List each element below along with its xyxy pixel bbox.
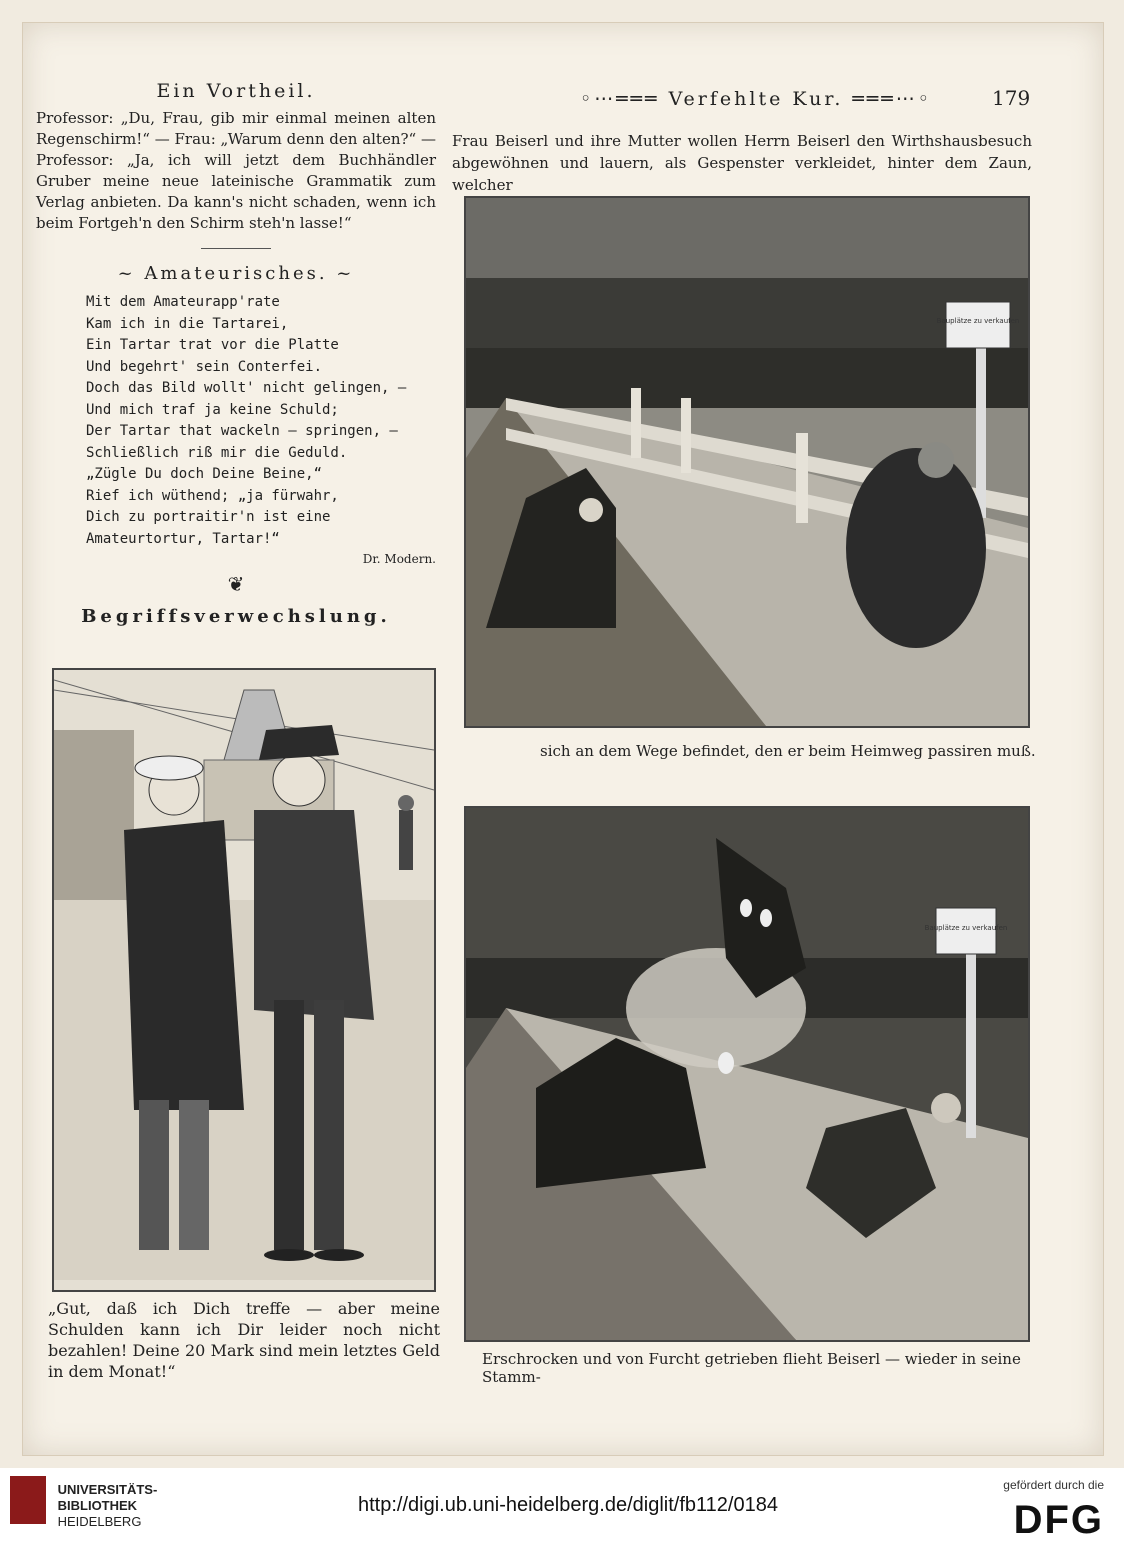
poem-line: Rief ich wüthend; „ja fürwahr, <box>86 487 339 504</box>
title-verfehlte-kur <box>580 88 932 110</box>
flourish-left-icon: ◦⋯═══ <box>580 88 669 110</box>
poem-line: Kam ich in die Tartarei, <box>86 315 289 332</box>
poem-line: Dich zu portraitir'n ist eine <box>86 509 331 525</box>
illustration-ghosts <box>464 806 1030 1342</box>
illustration-two-men <box>52 668 436 1292</box>
poem-line: Ein Tartar trat vor die Platte <box>86 337 339 353</box>
poem-line: Und mich traf ja keine Schuld; <box>86 401 339 418</box>
flourish-right-icon: ═══⋯◦ <box>843 88 933 110</box>
joke-paragraph: Professor: „Du, Frau, gib mir einmal meinen alten Regenschirm!“ — Frau: „Warum denn den alten?“ — Professor: „Ja, ich will jetzt dem Buchhändler Gruber meine neue lateinische Grammatik zum Verlag anbieten. Da kann's nicht schaden, wenn ich beim Fortgeh'n den Schirm steh'n lasse!“ <box>36 109 436 232</box>
institution-line-1: UNIVERSITÄTS- <box>57 1482 158 1497</box>
title-text: Verfehlte Kur. <box>668 88 844 110</box>
poem-line: Mit dem Amateurapp'rate <box>86 294 280 310</box>
footer-bar <box>0 1468 1124 1548</box>
caption-2: Erschrocken und von Furcht getrieben flieht Beiserl — wieder in seine Stamm- <box>482 1350 1021 1386</box>
poem-line: Schließlich riß mir die Geduld. <box>86 444 348 461</box>
intro-paragraph: Frau Beiserl und ihre Mutter wollen Herrn Beiserl den Wirthshausbesuch abgewöhnen und lauern, als Gespenster verkleidet, hinter dem Zaun, welcher <box>452 132 1032 194</box>
divider <box>201 248 271 249</box>
caption-1: sich an dem Wege befindet, den er beim Heimweg passiren muß. <box>540 742 1036 760</box>
poem-line: Doch das Bild wollt' nicht gelingen, — <box>86 380 407 396</box>
institution-logo[interactable] <box>10 1476 157 1530</box>
poem-line: „Zügle Du doch Deine Beine,“ <box>86 466 323 482</box>
caption-begriffsverwechslung: „Gut, daß ich Dich treffe — aber meine Schulden kann ich Dir leider noch nicht bezahlen! Deine 20 Mark sind mein letztes Geld in dem Monat!“ <box>48 1299 440 1381</box>
sign-text-2: Bauplätze zu verkaufen <box>924 924 1008 932</box>
two-men-drawing <box>54 670 434 1290</box>
poem-line: Und begehrt' sein Conterfei. <box>86 358 323 375</box>
ub-logo-icon <box>10 1476 46 1524</box>
title-amateurisches: ~ Amateurisches. ~ <box>117 263 355 284</box>
funded-by-label: gefördert durch die <box>1003 1478 1104 1492</box>
institution-line-2: BIBLIOTHEK <box>57 1498 138 1513</box>
page-number: 179 <box>992 86 1031 110</box>
fence-night-drawing <box>466 198 1028 726</box>
institution-line-3: HEIDELBERG <box>57 1514 142 1529</box>
title-ein-vortheil: Ein Vortheil. <box>156 80 316 102</box>
title-begriffsverwechslung: Begriffsverwechslung. <box>81 606 391 627</box>
poem-author: Dr. Modern. <box>362 552 436 566</box>
ornament-icon: ❦ <box>227 572 245 596</box>
poem-line: Der Tartar that wackeln — springen, — <box>86 423 398 439</box>
poem-line: Amateurtortur, Tartar!“ <box>86 530 280 547</box>
sign-text: Bauplätze zu verkaufen <box>936 317 1020 325</box>
ghosts-drawing <box>466 808 1028 1340</box>
dfg-logo[interactable]: DFG <box>1013 1498 1104 1542</box>
illustration-fence-night <box>464 196 1030 728</box>
poem <box>86 292 436 550</box>
permalink-url[interactable]: http://digi.ub.uni-heidelberg.de/diglit/fb112/0184 <box>358 1494 778 1516</box>
left-column <box>36 80 436 627</box>
